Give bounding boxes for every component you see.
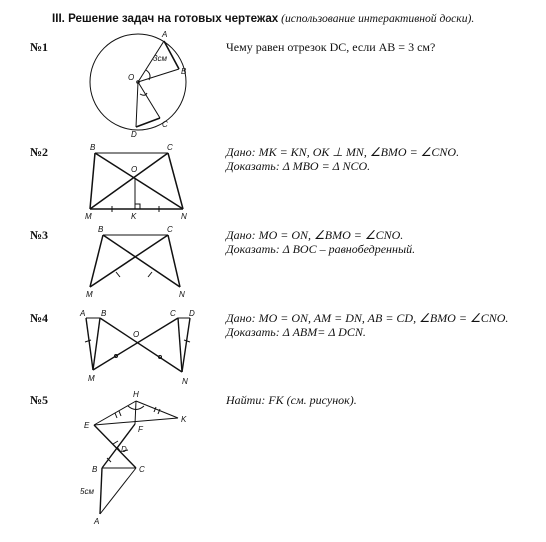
label-h: H [133, 390, 139, 399]
angle-arc-bottom [140, 93, 147, 95]
tick-am [85, 340, 91, 342]
task-3-given: Дано: MO = ON, ∠BMO = ∠CNO. [226, 228, 404, 242]
length-label: 3см [153, 54, 167, 63]
radius-ob [138, 69, 179, 82]
label-b: B [98, 225, 104, 234]
tick-eh-1 [115, 413, 117, 418]
label-c: C [167, 225, 173, 234]
label-d: D [131, 130, 137, 139]
label-b: B [90, 143, 96, 152]
segment-cm [90, 153, 168, 209]
label-k: K [131, 212, 137, 221]
label-m: M [88, 374, 95, 383]
label-d: D [121, 445, 127, 454]
segment-hk [136, 401, 178, 418]
tick-on [148, 272, 152, 277]
segment-ba [100, 468, 102, 514]
task-2-given: Дано: MK = KN, OK ⊥ MN, ∠BMO = ∠CNO. [226, 145, 460, 159]
label-o: O [128, 73, 135, 82]
task-1-line-1: Чему равен отрезок DC, если AB = 3 см? [226, 40, 436, 54]
figure-4-bowtie [79, 309, 195, 386]
figure-5-chain [80, 390, 187, 526]
label-b: B [181, 67, 187, 76]
label-a: A [94, 517, 100, 526]
task-5-line-1: Найти: FK (см. рисунок). [226, 393, 357, 407]
segment-cn [168, 235, 180, 287]
label-a: A [80, 309, 86, 318]
task-3-number: №3 [30, 228, 49, 242]
segment-hf [135, 401, 136, 424]
radius-od [136, 82, 138, 127]
chord-dc [136, 118, 160, 127]
label-o: O [133, 330, 140, 339]
label-a: A [162, 30, 168, 39]
label-b: B [101, 309, 107, 318]
tick-mo [116, 272, 120, 277]
segment-bm [93, 318, 100, 370]
task-5-number: №5 [30, 393, 49, 407]
figure-2-bowtie [85, 143, 187, 221]
label-n: N [182, 377, 188, 386]
label-c: C [162, 120, 168, 129]
heading-title: III. Решение задач на готовых чертежах [52, 12, 279, 25]
segment-ca [100, 468, 136, 514]
figure-1-circle [90, 30, 187, 139]
label-c: C [167, 143, 173, 152]
label-n: N [181, 212, 187, 221]
label-k: K [181, 415, 187, 424]
segment-bn [103, 235, 180, 287]
label-b: B [92, 465, 98, 474]
length-label: 5см [80, 487, 94, 496]
heading-note: (использование интерактивной доски). [281, 12, 475, 25]
tick-eh-2 [119, 411, 121, 416]
task-4-given: Дано: MO = ON, AM = DN, AB = CD, ∠BMO = ∠CNO. [226, 311, 509, 325]
segment-am [86, 318, 93, 370]
label-c: C [170, 309, 176, 318]
task-2-prove: Доказать: Δ MBO = Δ NCO. [226, 159, 371, 173]
segment-cn [178, 318, 182, 372]
task-3-prove: Доказать: Δ BOC – равнобедренный. [226, 242, 416, 256]
task-4-prove: Доказать: Δ ABM= Δ DCN. [226, 325, 366, 339]
task-4-number: №4 [30, 311, 49, 325]
label-f: F [138, 425, 143, 434]
figure-3-bowtie [86, 225, 185, 299]
radius-oc [138, 82, 160, 118]
label-d: D [189, 309, 195, 318]
label-o: O [131, 165, 138, 174]
tick-ed [113, 441, 118, 444]
task-2-number: №2 [30, 145, 49, 159]
label-m: M [85, 212, 92, 221]
label-e: E [84, 421, 90, 430]
label-m: M [86, 290, 93, 299]
segment-ek [94, 418, 178, 425]
segment-dn [182, 318, 190, 372]
segment-cm [93, 318, 178, 370]
label-n: N [179, 290, 185, 299]
segment-bn [100, 318, 182, 372]
task-1-number: №1 [30, 40, 49, 54]
label-c: C [139, 465, 145, 474]
segment-bm [90, 153, 95, 209]
